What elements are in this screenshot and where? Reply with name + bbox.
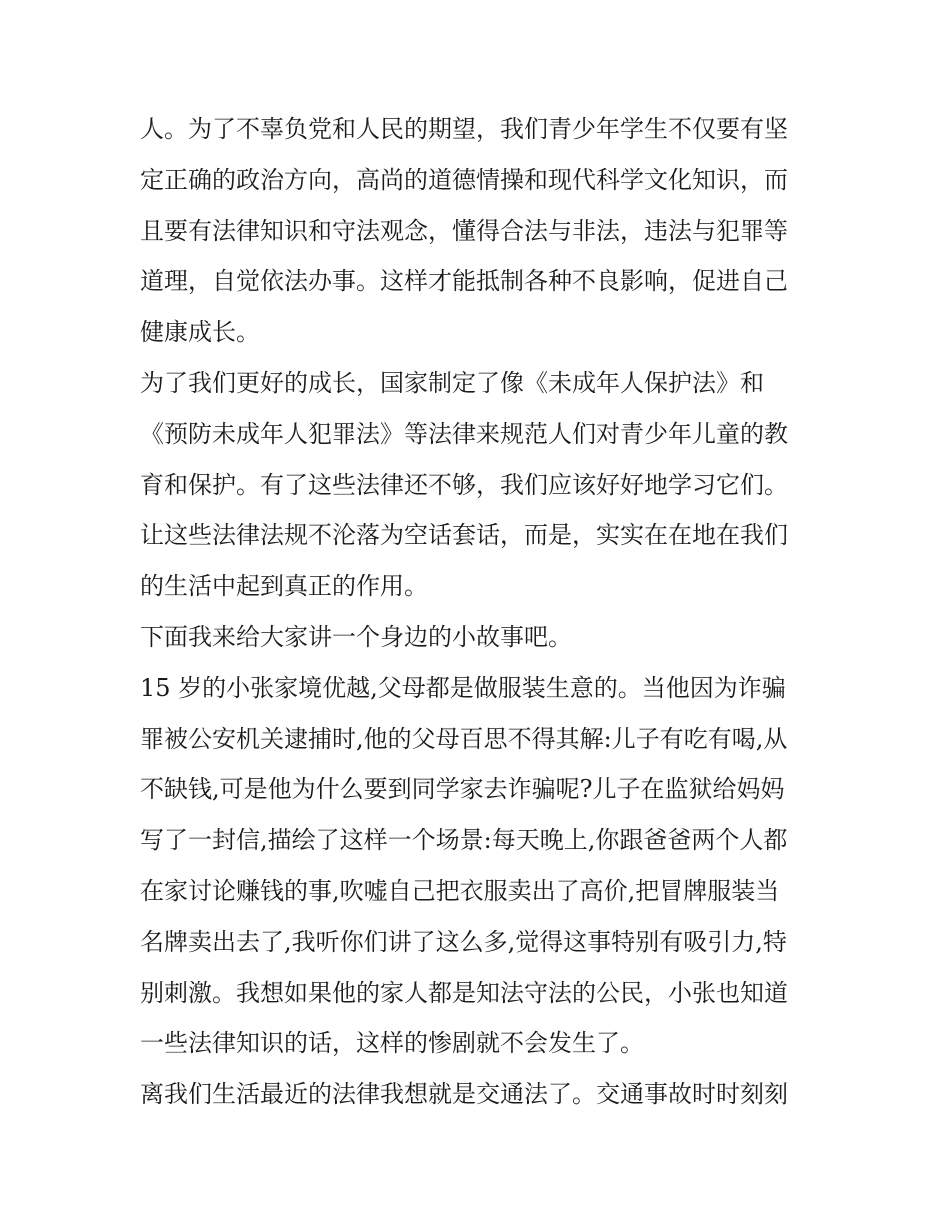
text-line: 一些法律知识的话，这样的惨剧就不会发生了。 — [140, 1029, 644, 1058]
text-line: 15 岁的小张家境优越,父母都是做服装生意的。当他因为诈骗 — [140, 673, 786, 702]
text-line: 《预防未成年人犯罪法》等法律来规范人们对青少年儿童的教 — [140, 419, 788, 448]
text-line: 道理，自觉依法办事。这样才能抵制各种不良影响，促进自己 — [140, 267, 788, 296]
document-body — [140, 104, 812, 1120]
text-line: 定正确的政治方向，高尚的道德情操和现代科学文化知识，而 — [140, 165, 788, 194]
text-line: 别刺激。我想如果他的家人都是知法守法的公民，小张也知道 — [140, 978, 788, 1007]
text-line: 不缺钱,可是他为什么要到同学家去诈骗呢?儿子在监狱给妈妈 — [140, 775, 785, 804]
text-line: 下面我来给大家讲一个身边的小故事吧。 — [140, 622, 572, 651]
text-line: 为了我们更好的成长，国家制定了像《未成年人保护法》和 — [140, 368, 764, 397]
text-line: 名牌卖出去了,我听你们讲了这么多,觉得这事特别有吸引力,特 — [140, 927, 787, 956]
text-line: 离我们生活最近的法律我想就是交通法了。交通事故时时刻刻 — [140, 1080, 788, 1109]
text-line: 让这些法律法规不沦落为空话套话，而是，实实在在地在我们 — [140, 521, 788, 550]
text-line: 人。为了不辜负党和人民的期望，我们青少年学生不仅要有坚 — [140, 115, 788, 143]
text-line: 健康成长。 — [140, 318, 260, 347]
text-line: 且要有法律知识和守法观念，懂得合法与非法，违法与犯罪等 — [140, 216, 788, 245]
text-line: 育和保护。有了这些法律还不够，我们应该好好地学习它们。 — [140, 470, 788, 499]
text-line: 罪被公安机关逮捕时,他的父母百思不得其解:儿子有吃有喝,从 — [140, 724, 788, 753]
text-line: 写了一封信,描绘了这样一个场景:每天晚上,你跟爸爸两个人都 — [140, 826, 788, 855]
text-line: 的生活中起到真正的作用。 — [140, 572, 428, 601]
text-line: 在家讨论赚钱的事,吹嘘自己把衣服卖出了高价,把冒牌服装当 — [140, 876, 780, 905]
